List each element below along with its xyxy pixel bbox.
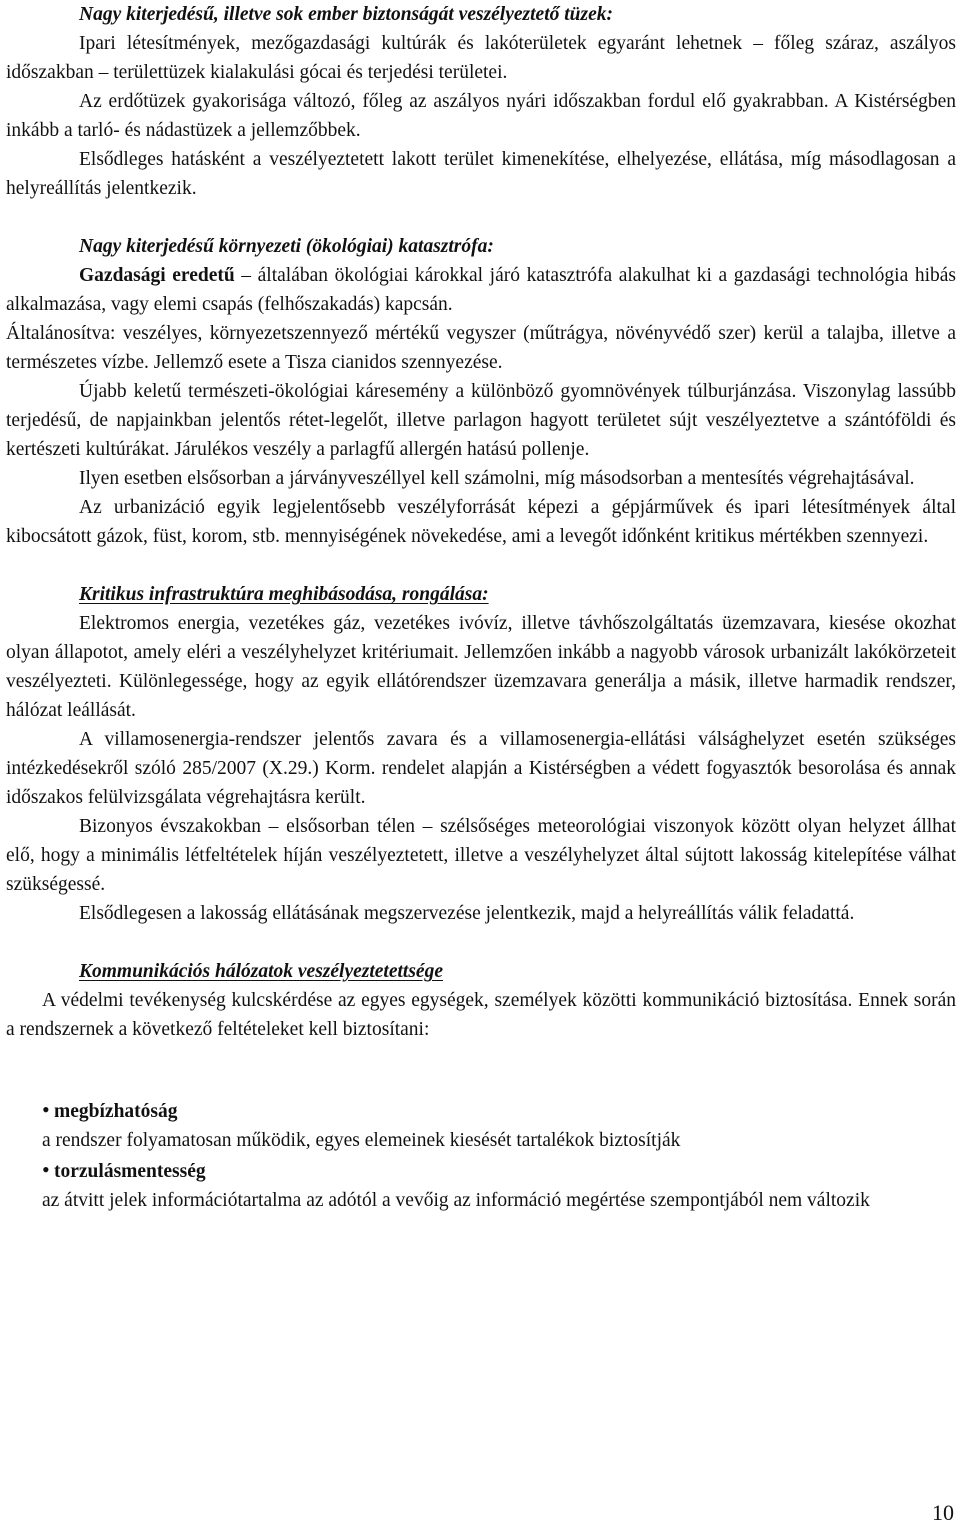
paragraph-rest: – általában ökológiai károkkal járó katasztrófa alakulhat ki a gazdasági technológia hibás alkalmazása, vagy elemi csapás (felhőszakadás) kapcsán. [6, 265, 956, 315]
section-heading-infrastructure: Kritikus infrastruktúra meghibásodása, rongálása: [79, 584, 489, 605]
spacer [6, 203, 956, 232]
paragraph: Ipari létesítmények, mezőgazdasági kultúrák és lakóterületek egyaránt lehetnek – főleg száraz, aszályos időszakban – területtüzek kialakulási gócai és terjedési területei. [6, 33, 956, 83]
paragraph: Az urbanizáció egyik legjelentősebb veszélyforrását képezi a gépjárművek és ipari létesítmények által kibocsátott gázok, füst, korom, stb. mennyiségének növekedése, ami a levegőt időnként kritikus mértékben szennyezi. [6, 497, 956, 547]
document-page [6, 0, 956, 1215]
spacer [6, 1044, 956, 1095]
list-item [6, 1155, 956, 1186]
list-item [6, 1095, 956, 1126]
paragraph: Bizonyos évszakokban – elsősorban télen – szélsőséges meteorológiai viszonyok között olyan helyzet állhat elő, hogy a minimális létfeltételek híján veszélyeztetett, illetve a veszélyhelyzet által sújtott lakosság kitelepítése válhat szükségessé. [6, 816, 956, 895]
section-heading-ecological: Nagy kiterjedésű környezeti (ökológiai) katasztrófa: [79, 236, 494, 257]
page-number: 10 [932, 1500, 954, 1525]
paragraph: Elektromos energia, vezetékes gáz, vezetékes ivóvíz, illetve távhőszolgáltatás üzemzavara, kiesése okozhat olyan állapotot, amely eléri a veszélyhelyzet kritériumait. Jellemzően inkább a nagyobb városok urbanizált lakókörzeteit veszélyezteti. Különlegessége, hogy az egyik ellátórendszer üzemzavara generálja a másik, illetve harmadik rendszer, hálózat leállását. [6, 613, 956, 721]
spacer [6, 551, 956, 580]
section-heading-communication: Kommunikációs hálózatok veszélyeztetettsége [79, 961, 443, 982]
list-item-label: torzulásmentesség [54, 1161, 206, 1182]
paragraph: A villamosenergia-rendszer jelentős zavara és a villamosenergia-ellátási válsághelyzet esetén szükséges intézkedésekről szóló 285/2007 (X.29.) Korm. rendelet alapján a Kistérségben a védett fogyasztók besorolása és annak időszakos felülvizsgálata végrehajtásra került. [6, 729, 956, 808]
paragraph: Elsődleges hatásként a veszélyeztetett lakott terület kimenekítése, elhelyezése, ellátása, míg másodlagosan a helyreállítás jelentkezik. [6, 149, 956, 199]
list-item-description: az átvitt jelek információtartalma az adótól a vevőig az információ megértése szempontjából nem változik [42, 1190, 870, 1211]
bullet-icon: • [42, 1157, 50, 1182]
paragraph: Általánosítva: veszélyes, környezetszennyező mértékű vegyszer (műtrágya, növényvédő szer) kerül a talajba, illetve a természetes vízbe. Jellemző esete a Tisza cianidos szennyezése. [6, 323, 956, 373]
paragraph [6, 261, 956, 319]
bullet-icon: • [42, 1097, 50, 1122]
requirement-list [6, 1095, 956, 1215]
list-item-description: a rendszer folyamatosan működik, egyes elemeinek kiesését tartalékok biztosítják [42, 1130, 681, 1151]
paragraph: Ilyen esetben elsősorban a járványveszéllyel kell számolni, míg másodsorban a mentesítés végrehajtásával. [79, 468, 915, 489]
paragraph: Újabb keletű természeti-ökológiai káresemény a különböző gyomnövények túlburjánzása. Viszonylag lassúbb terjedésű, de napjainkban jelentős rétet-legelőt, illetve parlagon hagyott területet sújt veszélyeztetve a szántóföldi és kertészeti kultúrákat. Járulékos veszély a parlagfű allergén hatású pollenje. [6, 381, 956, 460]
spacer [6, 928, 956, 957]
paragraph: A védelmi tevékenység kulcskérdése az egyes egységek, személyek közötti kommunikáció biztosítása. Ennek során a rendszernek a következő feltételeket kell biztosítani: [6, 990, 956, 1040]
paragraph: Elsődlegesen a lakosság ellátásának megszervezése jelentkezik, majd a helyreállítás válik feladattá. [79, 903, 855, 924]
section-heading-fires: Nagy kiterjedésű, illetve sok ember biztonságát veszélyeztető tüzek: [79, 4, 613, 25]
list-item-label: megbízhatóság [54, 1101, 178, 1122]
paragraph: Az erdőtüzek gyakorisága változó, főleg az aszályos nyári időszakban fordul elő gyakrabban. A Kistérségben inkább a tarló- és nádastüzek a jellemzőbbek. [6, 91, 956, 141]
bold-term: Gazdasági eredetű [79, 265, 235, 286]
